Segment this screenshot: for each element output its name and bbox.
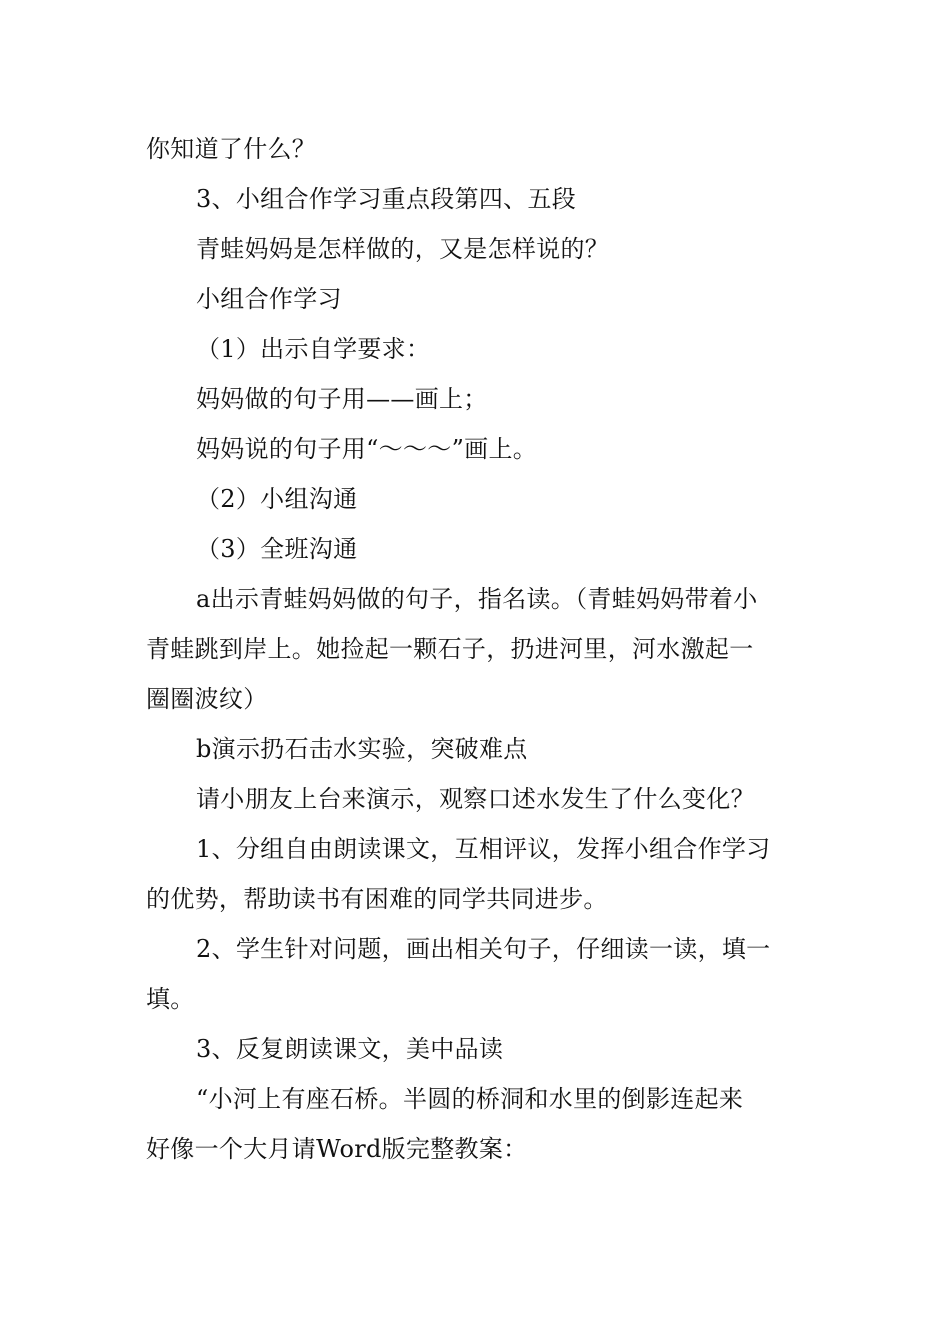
text-line: a出示青蛙妈妈做的句子，指名读。（青蛙妈妈带着小: [196, 585, 758, 613]
text-line: 圈圈波纹）: [146, 685, 268, 713]
text-line: “小河上有座石桥。半圆的桥洞和水里的倒影连起来: [196, 1085, 744, 1113]
text-line: 青蛙妈妈是怎样做的，又是怎样说的？: [196, 235, 610, 263]
text-line: （3）全班沟通: [196, 535, 358, 563]
text-line: 你知道了什么？: [146, 135, 317, 163]
text-line: 好像一个大月请Word版完整教案：: [146, 1135, 528, 1163]
text-line: 1、分组自由朗读课文，互相评议，发挥小组合作学习: [196, 835, 771, 863]
text-line: 3、反复朗读课文，美中品读: [196, 1035, 504, 1063]
text-line: （2）小组沟通: [196, 485, 358, 513]
text-line: 3、小组合作学习重点段第四、五段: [196, 185, 577, 213]
text-line: 的优势，帮助读书有困难的同学共同进步。: [146, 885, 608, 913]
text-line: 填。: [146, 985, 195, 1013]
text-line: 小组合作学习: [196, 285, 342, 313]
text-line: 请小朋友上台来演示，观察口述水发生了什么变化？: [196, 785, 755, 813]
text-line: 妈妈说的句子用“～～～”画上。: [196, 435, 538, 463]
text-line: 青蛙跳到岸上。她捡起一颗石子，扔进河里，河水激起一: [146, 635, 754, 663]
text-line: （1）出示自学要求：: [196, 335, 431, 363]
text-line: 妈妈做的句子用——画上；: [196, 385, 488, 413]
text-line: 2、学生针对问题，画出相关句子，仔细读一读，填一: [196, 935, 771, 963]
text-line: b演示扔石击水实验，突破难点: [196, 735, 528, 763]
